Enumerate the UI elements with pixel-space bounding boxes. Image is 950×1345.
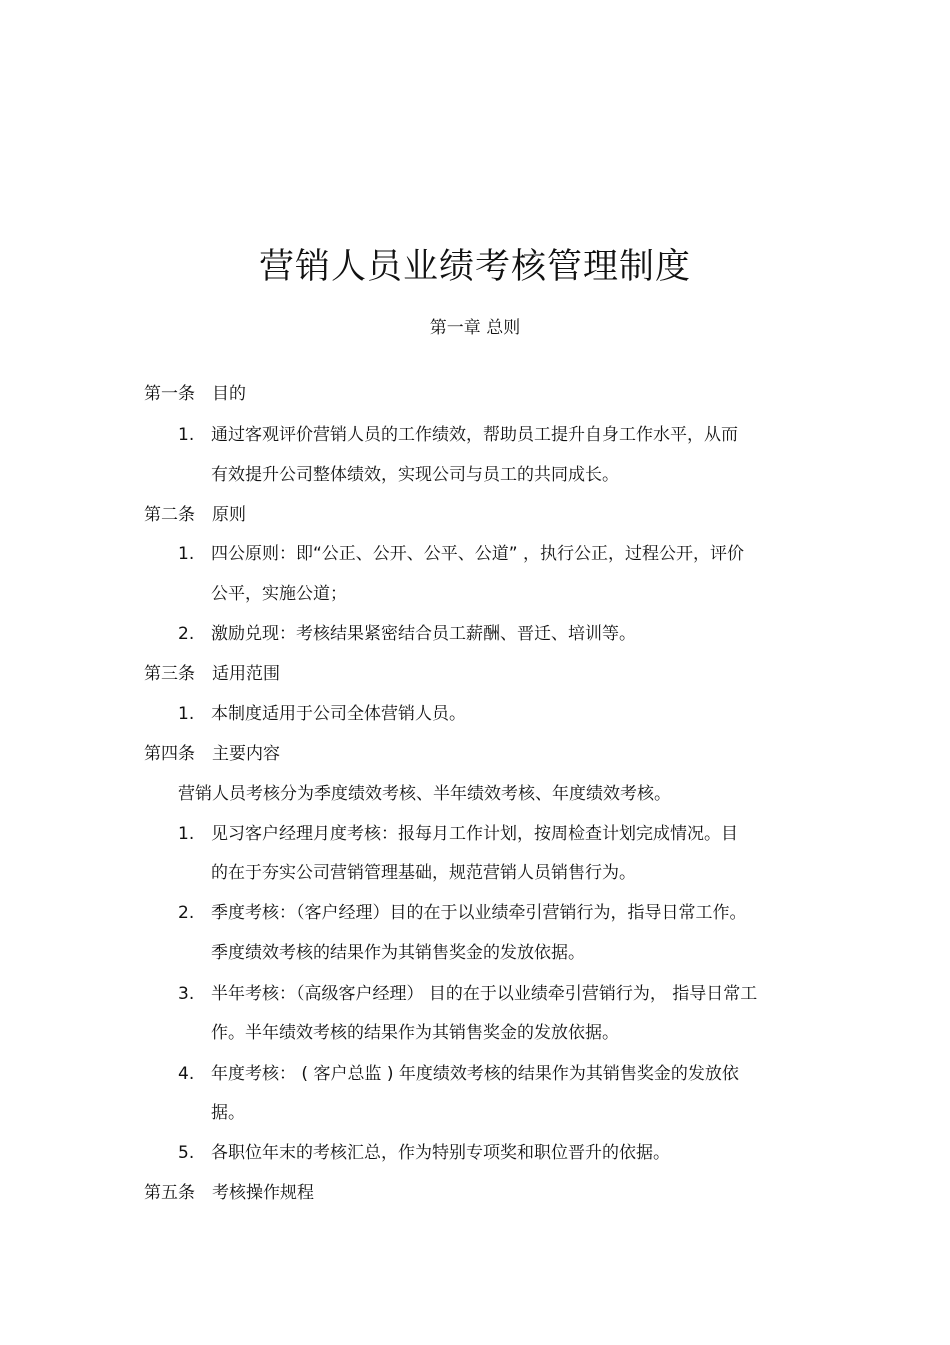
document-title: 营销人员业绩考核管理制度 [258, 247, 691, 287]
article-title: 主要内容 [212, 744, 280, 764]
article-number: 第四条 [144, 744, 195, 764]
article-heading [144, 1180, 314, 1206]
item-text-line: 公平，实施公道； [211, 584, 347, 604]
item-text-line: 季度绩效考核的结果作为其销售奖金的发放依据。 [211, 943, 585, 963]
item-number: 1. [178, 425, 195, 445]
item-text-line: 作。半年绩效考核的结果作为其销售奖金的发放依据。 [211, 1023, 619, 1043]
item-text-line: 的在于夯实公司营销管理基础，规范营销人员销售行为。 [211, 863, 636, 883]
article-intro: 营销人员考核分为季度绩效考核、半年绩效考核、年度绩效考核。 [178, 784, 671, 804]
item-number: 1. [178, 824, 195, 844]
article-heading [144, 661, 280, 687]
article-number: 第五条 [144, 1183, 195, 1203]
article-title: 考核操作规程 [212, 1183, 314, 1203]
item-text-line: 年度考核： ( 客户总监 ) 年度绩效考核的结果作为其销售奖金的发放依 [211, 1064, 739, 1084]
article-heading [144, 381, 246, 407]
item-text-line: 通过客观评价营销人员的工作绩效，帮助员工提升自身工作水平，从而 [211, 425, 738, 445]
item-text-line: 激励兑现：考核结果紧密结合员工薪酬、晋迁、培训等。 [211, 624, 636, 644]
item-number: 4. [178, 1064, 195, 1084]
item-text-line: 季度考核：（客户经理）目的在于以业绩牵引营销行为，指导日常工作。 [211, 903, 747, 923]
item-number: 2. [178, 903, 195, 923]
article-title: 目的 [212, 384, 246, 404]
article-heading [144, 502, 246, 528]
item-number: 5. [178, 1143, 195, 1163]
item-text-line: 本制度适用于公司全体营销人员。 [211, 704, 466, 724]
item-text-line: 据。 [211, 1103, 245, 1123]
chapter-heading: 第一章 总则 [429, 318, 521, 338]
article-number: 第二条 [144, 505, 195, 525]
article-number: 第一条 [144, 384, 195, 404]
article-heading [144, 741, 280, 767]
item-text-line: 半年考核：（高级客户经理） 目的在于以业绩牵引营销行为， 指导日常工 [211, 984, 758, 1004]
article-number: 第三条 [144, 664, 195, 684]
item-number: 1. [178, 544, 195, 564]
article-title: 原则 [212, 505, 246, 525]
item-text-line: 见习客户经理月度考核：报每月工作计划，按周检查计划完成情况。目 [211, 824, 738, 844]
article-title: 适用范围 [212, 664, 280, 684]
item-text-line: 四公原则：即“公正、公开、公平、公道” ，执行公正，过程公开，评价 [211, 544, 745, 564]
item-number: 2. [178, 624, 195, 644]
item-text-line: 各职位年末的考核汇总，作为特别专项奖和职位晋升的依据。 [211, 1143, 670, 1163]
item-text-line: 有效提升公司整体绩效，实现公司与员工的共同成长。 [211, 465, 619, 485]
item-number: 3. [178, 984, 195, 1004]
item-number: 1. [178, 704, 195, 724]
